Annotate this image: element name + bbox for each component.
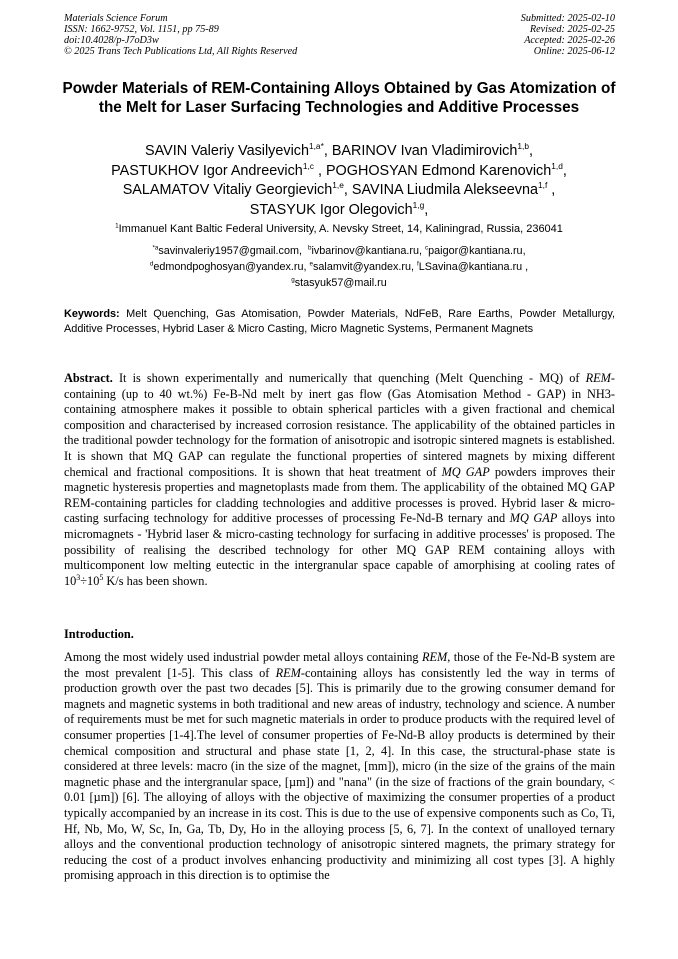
email-mark: e <box>309 260 314 268</box>
paper-title: Powder Materials of REM-Containing Alloys Obtained by Gas Atomization of the Melt for Laser Surfacing Technologies and Additive Processes <box>62 80 616 116</box>
email-link[interactable]: paigor@kantiana.ru <box>428 245 523 257</box>
superscript: 5 <box>99 572 104 582</box>
email-link[interactable]: salamvit@yandex.ru <box>313 260 412 273</box>
date-accepted: Accepted: 2025-02-26 <box>524 35 615 46</box>
date-submitted: Submitted: 2025-02-10 <box>520 13 615 24</box>
date-revised: Revised: 2025-02-25 <box>529 24 615 35</box>
journal-info <box>64 13 297 57</box>
introduction-paragraph <box>64 650 615 884</box>
author-name: POGHOSYAN Edmond Karenovich <box>325 162 552 179</box>
italic-term: REM <box>585 371 611 385</box>
email-mark: b <box>307 244 312 252</box>
journal-copyright: © 2025 Trans Tech Publications Ltd, All Rights Reserved <box>64 46 298 57</box>
italic-term: REM <box>421 650 448 664</box>
email-link[interactable]: stasyuk57@mail.ru <box>294 276 387 289</box>
journal-name: Materials Science Forum <box>64 13 168 24</box>
text-run: -containing (up to 40 wt.%) Fe-B-Nd melt by inert gas flow (Gas Atomisation Method - GAP) in NH3-containing atmosphere makes it possible to obtain spherical particles with a given fractional and chemical composition and characterised by increased corrosion resistance. The applicability of the obtained particles in the traditional powder technology for the formation of anisotropic and isotropic sintered magnets is established. It is shown that MQ GAP can regulate the functional properties of sintered magnets by mixing different chemical and fractional compositions. It is shown that heat treatment of <box>64 371 615 479</box>
author-affil-mark: 1,e <box>332 180 344 191</box>
author-affil-mark: 1,a* <box>308 141 324 152</box>
superscript: 3 <box>76 572 81 582</box>
email-mark: g <box>291 276 295 283</box>
affiliation-mark: 1 <box>115 222 119 230</box>
keywords-paragraph <box>64 307 615 336</box>
email-list: $^{*a}$savinvaleriy1957@gmail.com, $^b$ivbarinov@kantiana.ru, $^c$paigor@kantiana.ru, $^d$edmondpoghosyan@yandex.ru, $^e$salamvit@yandex.ru, $^f$LSavina@kantiana.ru , $^g$stasyuk57@mail.ru <box>149 244 529 289</box>
email-link[interactable]: LSavina@kantiana.ru <box>418 260 523 273</box>
author-affil-mark: 1,b <box>517 141 529 152</box>
author-name: SAVIN Valeriy Vasilyevich <box>145 143 309 159</box>
email-link[interactable]: ivbarinov@kantiana.ru <box>311 245 420 257</box>
abstract-label: Abstract. <box>64 371 113 385</box>
publication-dates <box>521 13 615 57</box>
date-online: Online: 2025-06-12 <box>533 46 615 57</box>
text-run: alloys into micromagnets - 'Hybrid laser & micro-casting technology for surfacing in additive processes' is proposed. The possibility of realising the described technology for other MQ GAP REM containing alloys with multicomponent low melting eutectic in the intergranular space capable of amorphising at cooling rates of 10 <box>64 511 615 588</box>
text-run: -containing alloys has consistently led the way in terms of production growth over the past two decades [5]. This is primarily due to the growing consumer demand for magnets and magnetic systems in both traditional and new areas of industry, technology and science. A number of requirements must be met for such magnetic materials in order to produce products with the required level of consumer properties [1-4].The level of consumer properties of Fe-Nd-B alloy products is determined by their chemical composition and structural and phase state [1, 2, 4]. In this case, the structural-phase state is considered at three levels: macro (in the size of the magnet, [mm]), micro (in the size of the grains of the main magnetic phase and the intergranular space, [µm]) and "nana" (in the size of fractions of the grain boundary, < 0.01 [µm]) [6]. The alloying of alloys with the objective of maximizing the consumer properties of a product typically accompanied by an increase in its cost. This is due to the use of expensive components such as Co, Ti, Hf, Nb, Mo, W, Sc, In, Ga, Tb, Dy, Ho in the alloying process [5, 6, 7]. In the context of unalloyed ternary alloys and the conventional production technology of anisotropic sintered magnets, the primary strategy for reducing the cost of a product involves enhancing productivity and minimizing all cost types [3]. A highly promising approach in this direction is to optimise the <box>64 665 615 883</box>
author-affil-mark: 1,g <box>412 199 425 210</box>
author-list: SAVIN Valeriy Vasilyevich$^{1,a*}$, BARINOV Ivan Vladimirovich$^{1,b}$, PASTUKHOV Igor Andreevich$^{1,c}$ , POGHOSYAN Edmond Karenovich$^{1,d}$, SALAMATOV Vitaliy Georgievich$^{1,e}$, SAVINA Liudmila Alekseevna$^{1,f}$ , STASYUK Igor Olegovich$^{1,g}$, <box>111 141 567 218</box>
text-run: powders improves their magnetic hysteresis properties and magnetoplasts made from them. The applicability of the obtained MQ GAP REM-containing particles for cladding technologies and additive processes is proved. Hybrid laser & micro-casting surfacing technology for additive processes of processing Fe-Nd-B ternary and <box>64 464 616 526</box>
email-link[interactable]: savinvaleriy1957@gmail.com <box>158 245 299 257</box>
author-name: STASYUK Igor Olegovich <box>249 201 413 218</box>
italic-term: REM <box>275 665 301 680</box>
email-mark: *a <box>152 244 159 252</box>
author-affil-mark: 1,c <box>302 160 314 171</box>
italic-term: MQ GAP <box>509 511 558 526</box>
abstract-paragraph <box>64 371 615 589</box>
keywords-label: Keywords: <box>64 308 120 320</box>
abstract-text <box>64 371 615 588</box>
affiliation-text: Immanuel Kant Baltic Federal University, A. Nevsky Street, 14, Kaliningrad, Russia, 236041 <box>118 223 563 235</box>
email-mark: f <box>417 260 419 268</box>
text-run: It is shown experimentally and numerically that quenching (Melt Quenching - MQ) of <box>112 371 586 385</box>
affiliation <box>40 222 638 236</box>
author-affil-mark: 1,f <box>538 180 548 191</box>
email-mark: c <box>425 244 429 252</box>
author-name: SAVINA Liudmila Alekseevna <box>351 182 538 198</box>
journal-doi: doi:10.4028/p-J7oD3w <box>64 35 159 46</box>
keywords-text: Melt Quenching, Gas Atomisation, Powder Materials, NdFeB, Rare Earths, Powder Metallurgy, Additive Processes, Hybrid Laser & Micro Casting, Micro Magnetic Systems, Permanent Magnets <box>64 308 616 335</box>
author-name: SALAMATOV Vitaliy Georgievich <box>122 182 333 198</box>
text-run: , those of the Fe-Nd-B system are the most prevalent [1-5]. This class of <box>64 650 615 680</box>
author-name: BARINOV Ivan Vladimirovich <box>331 143 518 159</box>
author-name: PASTUKHOV Igor Andreevich <box>111 162 303 179</box>
text-run: K/s has been shown. <box>103 573 208 588</box>
text-run: ÷10 <box>80 573 100 588</box>
section-heading-introduction: Introduction. <box>64 627 134 641</box>
journal-issn: ISSN: 1662-9752, Vol. 1151, pp 75-89 <box>64 24 219 35</box>
text-run: Among the most widely used industrial powder metal alloys containing <box>64 650 422 664</box>
email-mark: d <box>149 260 154 268</box>
email-link[interactable]: edmondpoghosyan@yandex.ru <box>153 260 304 273</box>
italic-term: MQ GAP <box>441 464 490 479</box>
author-affil-mark: 1,d <box>551 160 563 171</box>
